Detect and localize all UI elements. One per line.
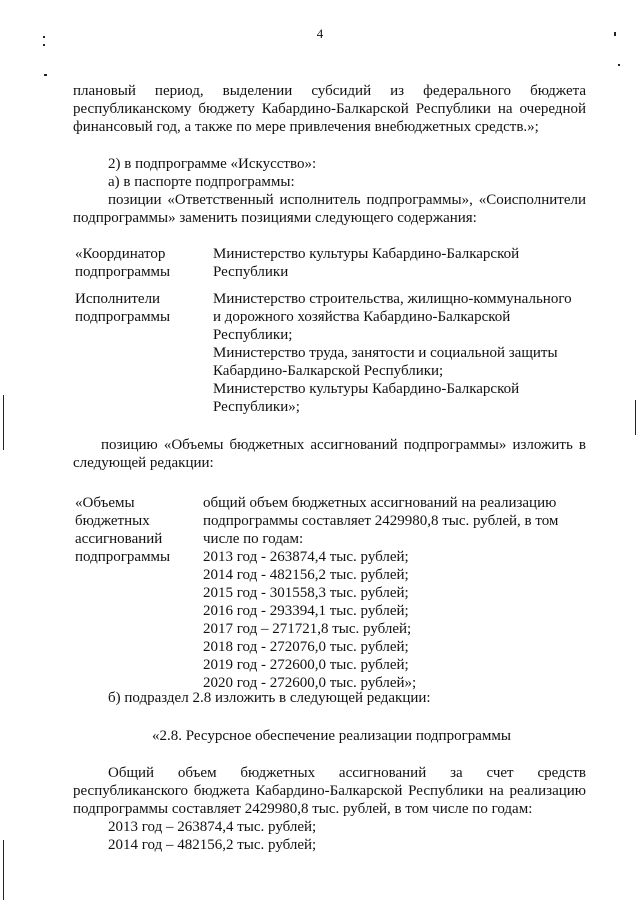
scan-mark: [44, 74, 47, 76]
value-line: Республики»;: [213, 399, 300, 415]
value-line: Республики: [213, 264, 289, 280]
label-line: подпрограммы: [75, 549, 171, 565]
value-line: числе по годам:: [203, 531, 304, 547]
label-line: ассигнований: [75, 531, 163, 547]
row-label: [75, 290, 170, 326]
row-label: [75, 245, 170, 281]
value-line: Министерство культуры Кабардино-Балкарской: [213, 246, 520, 262]
paragraph-line: республиканского бюджета Кабардино-Балкарской Республики на реализацию: [73, 783, 586, 799]
label-line: Исполнители: [75, 291, 161, 307]
value-line: 2020 год - 272600,0 тыс. рублей»;: [203, 675, 417, 691]
scan-edge-line: [3, 840, 4, 900]
value-line: 2017 год – 271721,8 тыс. рублей;: [203, 621, 412, 637]
scan-mark: [43, 44, 45, 46]
value-line: 2018 год - 272076,0 тыс. рублей;: [203, 639, 409, 655]
row-value: [203, 494, 558, 692]
value-line: 2014 год - 482156,2 тыс. рублей;: [203, 567, 409, 583]
scan-mark: [618, 64, 620, 66]
value-line: Кабардино-Балкарской Республики;: [213, 363, 444, 379]
section-heading: «2.8. Ресурсное обеспечение реализации подпрограммы: [152, 728, 511, 744]
scan-edge-line: [3, 395, 4, 450]
value-line: 2015 год - 301558,3 тыс. рублей;: [203, 585, 409, 601]
value-line: 2013 год - 263874,4 тыс. рублей;: [203, 549, 409, 565]
label-line: подпрограммы: [75, 264, 171, 280]
list-subitem: а) в паспорте подпрограммы:: [108, 174, 295, 190]
paragraph-line: плановый период, выделении субсидий из федерального бюджета: [73, 83, 586, 99]
label-line: «Объемы: [75, 495, 135, 511]
value-line: подпрограммы составляет 2429980,8 тыс. рублей, в том: [203, 513, 559, 529]
value-line: общий объем бюджетных ассигнований на реализацию: [203, 495, 557, 511]
value-line: 2016 год - 293394,1 тыс. рублей;: [203, 603, 409, 619]
value-line: Министерство труда, занятости и социальной защиты: [213, 345, 558, 361]
paragraph-line: подпрограммы составляет 2429980,8 тыс. рублей, в том числе по годам:: [73, 801, 533, 817]
page-number: 4: [316, 26, 324, 41]
row-value: [213, 290, 572, 416]
label-line: бюджетных: [75, 513, 150, 529]
year-line: 2014 год – 482156,2 тыс. рублей;: [108, 837, 317, 853]
scan-mark: [614, 32, 616, 36]
scan-edge-line: [635, 400, 636, 435]
paragraph-line: подпрограммы» заменить позициями следующего содержания:: [73, 210, 477, 226]
value-line: Министерство строительства, жилищно-коммунального: [213, 291, 572, 307]
value-line: и дорожного хозяйства Кабардино-Балкарской: [213, 309, 511, 325]
label-line: «Координатор: [75, 246, 166, 262]
value-line: Министерство культуры Кабардино-Балкарской: [213, 381, 520, 397]
paragraph-line: Общий объем бюджетных ассигнований за счет средств: [108, 765, 586, 781]
row-value: [213, 245, 519, 281]
list-subitem: б) подраздел 2.8 изложить в следующей редакции:: [108, 690, 431, 706]
paragraph-line: следующей редакции:: [73, 455, 214, 471]
label-line: подпрограммы: [75, 309, 171, 325]
year-line: 2013 год – 263874,4 тыс. рублей;: [108, 819, 317, 835]
paragraph-line: финансовый год, а также по мере привлечения внебюджетных средств.»;: [73, 119, 539, 135]
row-label: [75, 494, 170, 566]
paragraph-line: позиции «Ответственный исполнитель подпрограммы», «Соисполнители: [108, 192, 586, 208]
value-line: Республики;: [213, 327, 293, 343]
value-line: 2019 год - 272600,0 тыс. рублей;: [203, 657, 409, 673]
paragraph-line: позицию «Объемы бюджетных ассигнований подпрограммы» изложить в: [101, 437, 586, 453]
list-item-heading: 2) в подпрограмме «Искусство»:: [108, 156, 317, 172]
paragraph-line: республиканскому бюджету Кабардино-Балкарской Республики на очередной: [73, 101, 586, 117]
scan-mark: [43, 36, 45, 38]
